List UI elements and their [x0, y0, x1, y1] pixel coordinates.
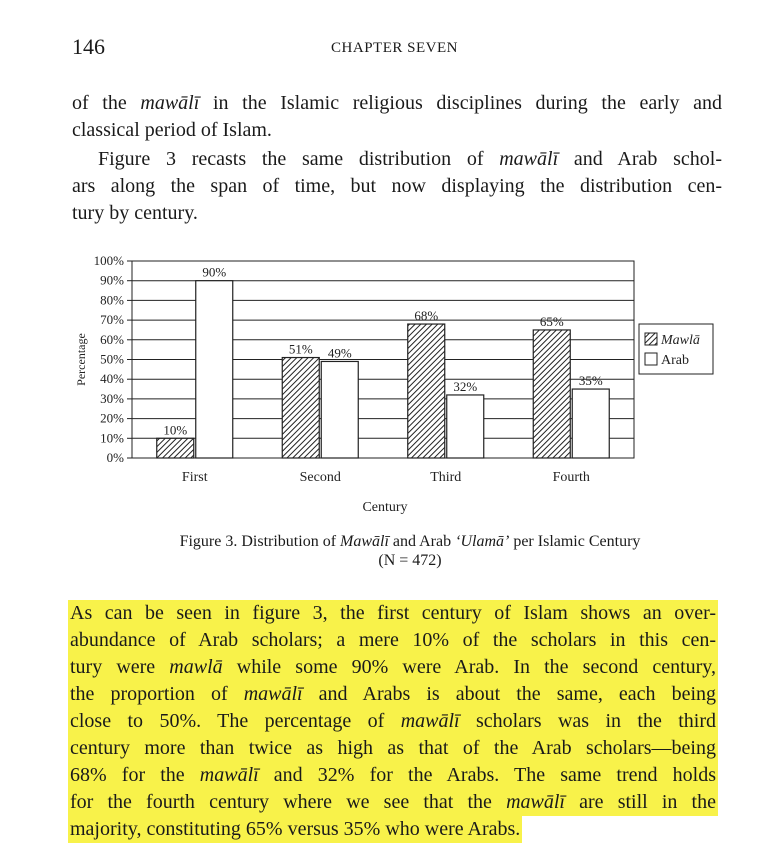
caption-run: and Arab [388, 533, 456, 550]
text-run: ars along the span of time, but now displaying the distribution cen- [72, 175, 722, 197]
text-line [68, 708, 718, 735]
page-header [72, 34, 717, 68]
arab-bar [196, 281, 233, 458]
y-tick-label: 10% [100, 430, 124, 446]
x-axis-label: Century [362, 500, 408, 515]
y-tick-label: 40% [100, 371, 124, 387]
caption-run: ‘Ulamā’ [455, 533, 510, 550]
italic-term: mawālī [400, 710, 460, 732]
y-tick-label: 70% [100, 312, 124, 328]
arab-bar [447, 395, 484, 458]
paragraph-figure-intro [72, 146, 722, 227]
legend-label: Arab [661, 353, 689, 368]
paragraph-intro [72, 90, 722, 144]
text-run: Figure 3 recasts the same distribution of [98, 148, 500, 170]
text-line [72, 200, 722, 227]
bar-value-label: 90% [202, 264, 227, 280]
caption-line-1 [70, 532, 750, 551]
text-run: abundance of Arab scholars; a mere 10% of the scholars in this cen- [70, 629, 716, 651]
text-run: tury by century. [72, 202, 198, 224]
mawla-bar [408, 324, 445, 458]
category-label: Second [299, 470, 341, 485]
legend-swatch [645, 333, 657, 345]
chapter-title: CHAPTER SEVEN [331, 40, 458, 56]
text-line [68, 762, 718, 789]
italic-term: mawālī [140, 92, 200, 114]
bar-value-label: 68% [414, 308, 439, 324]
text-run: classical period of Islam. [72, 119, 272, 141]
y-tick-label: 90% [100, 272, 124, 288]
text-run: 68% for the [70, 764, 200, 786]
text-line [68, 816, 522, 843]
mawla-bar [157, 438, 194, 458]
text-line [72, 90, 722, 117]
bar-value-label: 65% [539, 313, 564, 329]
y-tick-label: 50% [100, 351, 124, 367]
text-line [68, 600, 718, 627]
y-tick-label: 100% [93, 253, 124, 268]
text-run: century more than twice as high as that of the Arab scholars—being [70, 737, 716, 759]
text-line [72, 146, 722, 173]
legend-label: Mawlā [661, 333, 700, 348]
text-run: and 32% for the Arabs. The same trend holds [258, 764, 716, 786]
arab-bar [572, 389, 609, 458]
text-line [68, 735, 718, 762]
caption-run: Mawālī [340, 533, 389, 550]
y-tick-label: 30% [100, 390, 124, 406]
text-line [68, 681, 718, 708]
text-line [72, 173, 722, 200]
text-line [72, 117, 722, 144]
bar-value-label: 10% [163, 422, 188, 438]
paragraph-highlighted [68, 600, 718, 843]
text-run: for the fourth century where we see that the [70, 791, 507, 813]
caption-run: Figure 3. Distribution of [179, 533, 341, 550]
y-tick-label: 80% [100, 292, 124, 308]
caption-run: per Islamic Century [509, 533, 641, 550]
caption-line-2: (N = 472) [378, 552, 442, 569]
text-run: majority, constituting 65% versus 35% who were Arabs. [70, 818, 521, 840]
bar-value-label: 35% [578, 373, 603, 389]
text-run: while some 90% were Arab. In the second century, [222, 656, 716, 678]
category-label: Fourth [552, 470, 590, 485]
figure-3-chart [70, 250, 730, 520]
text-run: As can be seen in figure 3, the first century of Islam shows an over- [70, 602, 716, 624]
figure-caption [70, 532, 750, 570]
text-line [68, 789, 718, 816]
legend-swatch [645, 353, 657, 365]
category-label: First [181, 470, 208, 485]
bar-chart [70, 250, 730, 520]
bar-value-label: 49% [327, 345, 352, 361]
text-run: close to 50%. The percentage of [70, 710, 401, 732]
text-run: in the Islamic religious disciplines during the early and [199, 92, 722, 114]
category-label: Third [430, 470, 462, 485]
text-run: of the [72, 92, 141, 114]
y-tick-label: 0% [106, 450, 124, 465]
bar-value-label: 51% [288, 341, 313, 357]
text-run: are still in the [564, 791, 716, 813]
italic-term: mawālī [243, 683, 303, 705]
text-run: scholars was in the third [459, 710, 717, 732]
bar-value-label: 32% [453, 378, 478, 394]
mawla-bar [533, 330, 570, 458]
text-run: tury were [70, 656, 170, 678]
text-line [68, 627, 718, 654]
page-number: 146 [72, 34, 105, 59]
italic-term: mawālī [506, 791, 565, 813]
text-run: and Arabs is about the same, each being [302, 683, 717, 705]
text-line [68, 654, 718, 681]
y-axis-label: Percentage [74, 333, 88, 386]
italic-term: mawālī [199, 764, 259, 786]
text-run: the proportion of [70, 683, 244, 705]
italic-term: mawālī [499, 148, 559, 170]
mawla-bar [282, 358, 319, 458]
y-tick-label: 20% [100, 410, 124, 426]
y-tick-label: 60% [100, 331, 124, 347]
italic-term: mawlā [169, 656, 223, 678]
text-run: and Arab schol- [558, 148, 722, 170]
arab-bar [321, 361, 358, 458]
